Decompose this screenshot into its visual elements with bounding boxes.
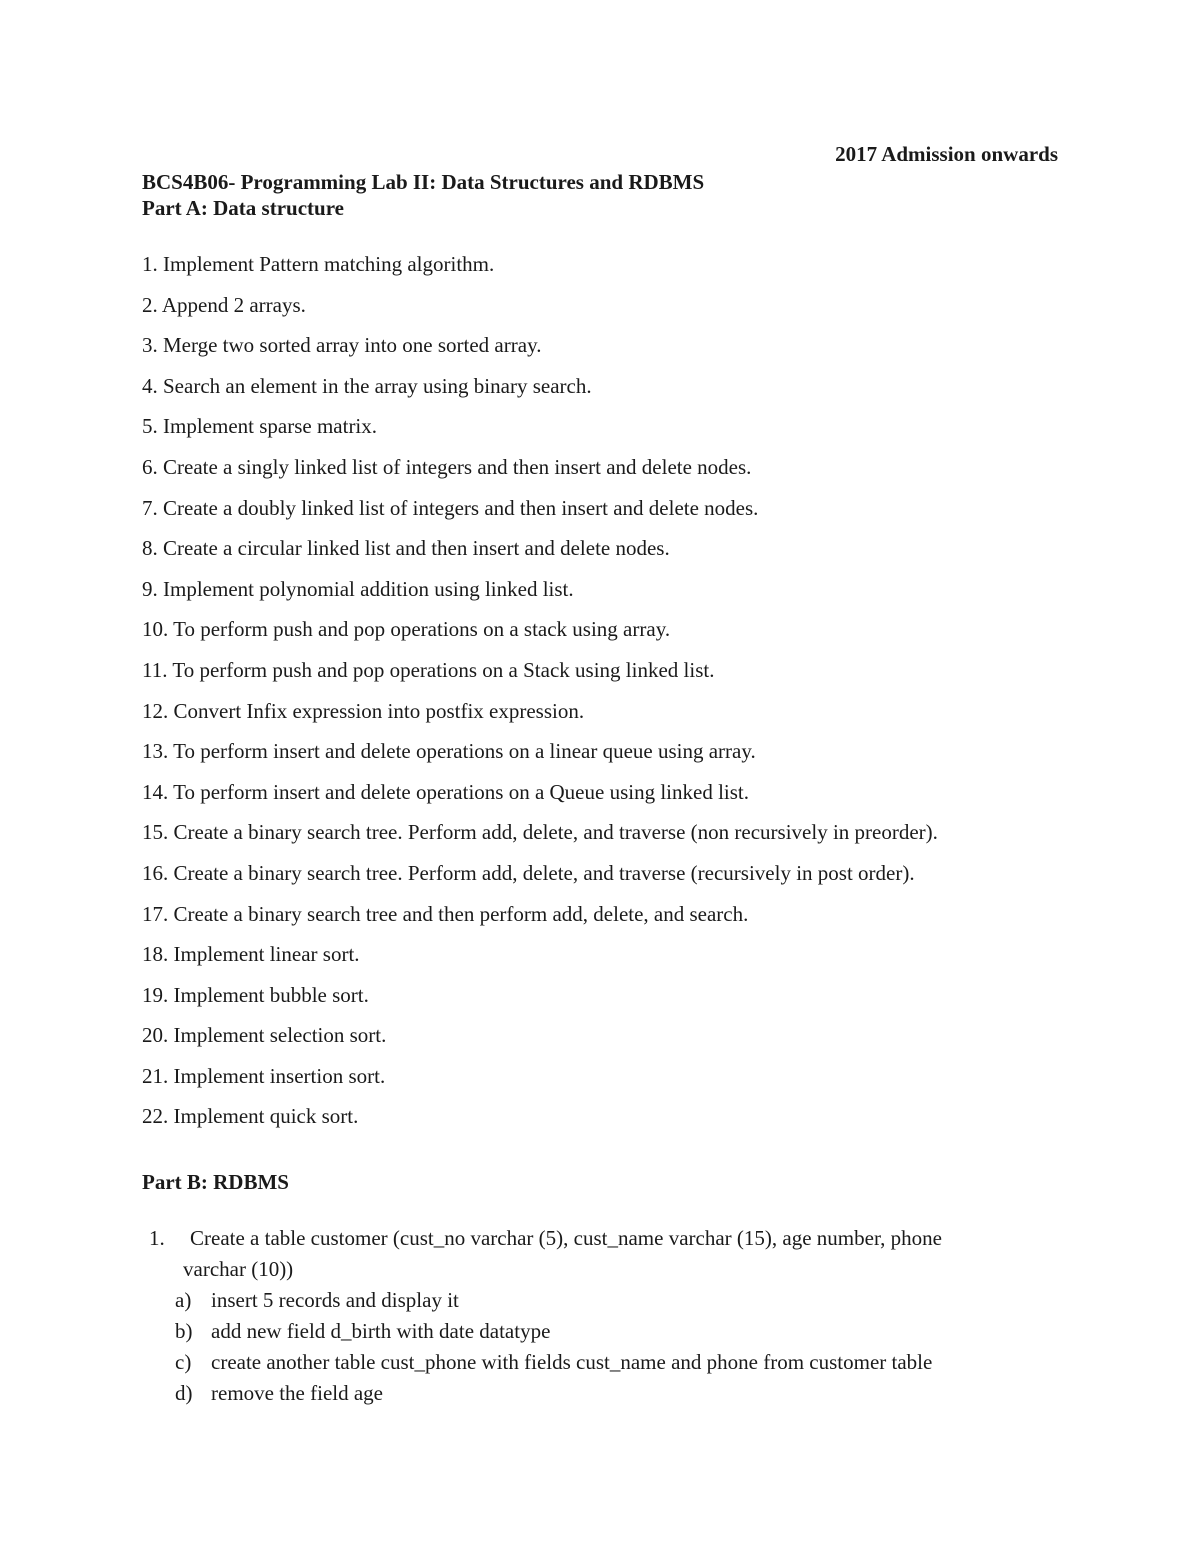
part-b-item-text-line2: varchar (10)) <box>183 1257 294 1281</box>
list-item: 5. Implement sparse matrix. <box>142 414 378 439</box>
list-item: 19. Implement bubble sort. <box>142 982 369 1007</box>
list-item: 10. To perform push and pop operations on a stack using array. <box>142 617 671 642</box>
list-item: 9. Implement polynomial addition using linked list. <box>142 576 574 601</box>
sub-list-item <box>175 1286 932 1317</box>
part-b-item-number: 1. <box>149 1226 165 1250</box>
list-item: 14. To perform insert and delete operations on a Queue using linked list. <box>142 779 750 804</box>
sub-list-item <box>175 1348 932 1379</box>
part-b-sub-list <box>175 1286 932 1410</box>
part-b-heading: Part B: RDBMS <box>142 1170 289 1194</box>
sub-item-letter: d) <box>175 1381 193 1405</box>
sub-item-text: create another table cust_phone with fields cust_name and phone from customer table <box>211 1350 933 1374</box>
sub-item-letter: b) <box>175 1319 193 1343</box>
part-b-item-text-line1: Create a table customer (cust_no varchar (5), cust_name varchar (15), age number, phone <box>190 1226 942 1250</box>
sub-list-item <box>175 1379 932 1410</box>
list-item: 6. Create a singly linked list of integers and then insert and delete nodes. <box>142 454 752 479</box>
list-item: 8. Create a circular linked list and then insert and delete nodes. <box>142 536 670 561</box>
sub-item-text: remove the field age <box>211 1381 383 1405</box>
list-item: 11. To perform push and pop operations on a Stack using linked list. <box>142 657 715 682</box>
list-item: 21. Implement insertion sort. <box>142 1063 386 1088</box>
sub-item-letter: a) <box>175 1288 192 1312</box>
list-item: 1. Implement Pattern matching algorithm. <box>142 252 495 276</box>
list-item: 15. Create a binary search tree. Perform add, delete, and traverse (non recursively in preorder). <box>142 820 938 845</box>
list-item: 12. Convert Infix expression into postfix expression. <box>142 698 585 723</box>
list-item: 16. Create a binary search tree. Perform add, delete, and traverse (recursively in post order). <box>142 860 915 885</box>
list-item: 17. Create a binary search tree and then perform add, delete, and search. <box>142 901 749 926</box>
list-item: 20. Implement selection sort. <box>142 1023 387 1048</box>
list-item: 4. Search an element in the array using binary search. <box>142 373 592 398</box>
list-item: 3. Merge two sorted array into one sorted array. <box>142 333 542 358</box>
list-item: 22. Implement quick sort. <box>142 1104 359 1129</box>
document-title: BCS4B06- Programming Lab II: Data Structures and RDBMS <box>142 170 705 194</box>
part-a-heading: Part A: Data structure <box>142 196 344 220</box>
list-item: 18. Implement linear sort. <box>142 942 360 967</box>
list-item: 7. Create a doubly linked list of integers and then insert and delete nodes. <box>142 495 759 520</box>
list-item: 13. To perform insert and delete operations on a linear queue using array. <box>142 739 756 764</box>
part-a-list <box>142 250 938 1143</box>
sub-item-text: insert 5 records and display it <box>211 1288 459 1312</box>
sub-item-letter: c) <box>175 1350 192 1374</box>
sub-item-text: add new field d_birth with date datatype <box>211 1319 551 1343</box>
list-item: 2. Append 2 arrays. <box>142 292 306 317</box>
sub-list-item <box>175 1317 932 1348</box>
admission-note: 2017 Admission onwards <box>835 142 1058 166</box>
